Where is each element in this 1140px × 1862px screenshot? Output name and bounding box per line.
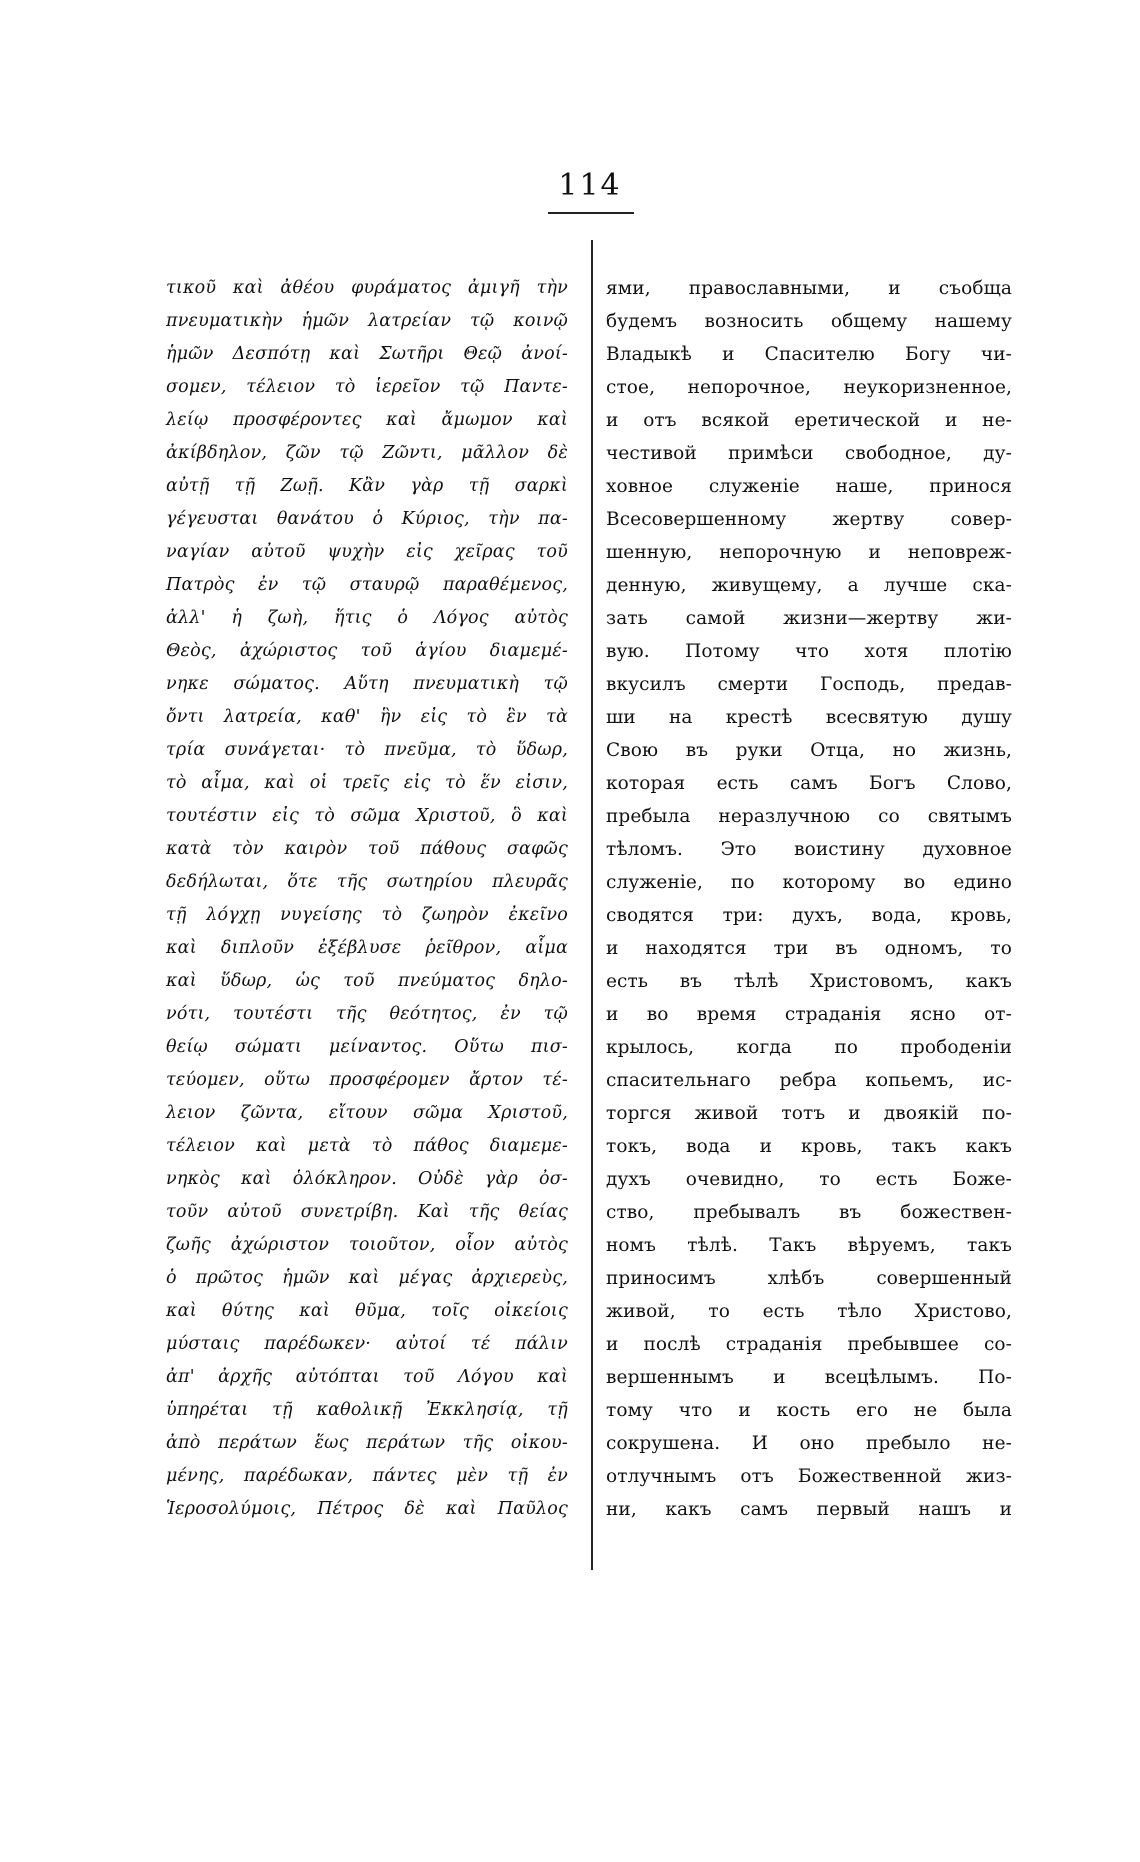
greek-text-line: πνευματικὴν ἡμῶν λατρείαν τῷ κοινῷ bbox=[166, 311, 568, 331]
russian-text-line: крылось, когда по прободеніи bbox=[606, 1037, 1012, 1058]
greek-text-line: ἡμῶν Δεσπότῃ καὶ Σωτῆρι Θεῷ ἀνοί- bbox=[166, 344, 568, 364]
greek-text-line: θείῳ σώματι μείναντος. Οὕτω πισ- bbox=[166, 1037, 568, 1057]
russian-text-line: токъ, вода и кровь, такъ какъ bbox=[606, 1136, 1012, 1157]
column-divider bbox=[591, 240, 593, 1570]
greek-text-line: γέγευσται θανάτου ὁ Κύριος, τὴν πα- bbox=[166, 509, 568, 529]
greek-text-line: τὸ αἷμα, καὶ οἱ τρεῖς εἰς τὸ ἕν εἰσιν, bbox=[166, 773, 568, 793]
russian-text-line: Владыкѣ и Спасителю Богу чи- bbox=[606, 344, 1012, 365]
russian-text-line: есть въ тѣлѣ Христовомъ, какъ bbox=[606, 971, 1012, 992]
russian-text-line: тѣломъ. Это воистину духовное bbox=[606, 839, 1012, 860]
greek-text-line: Πατρὸς ἐν τῷ σταυρῷ παραθέμενος, bbox=[166, 575, 568, 595]
greek-text-line: νηκε σώματος. Αὕτη πνευματικὴ τῷ bbox=[166, 674, 568, 694]
russian-text-line: шенную, непорочную и неповреж- bbox=[606, 542, 1012, 563]
greek-text-line: ναγίαν αὐτοῦ ψυχὴν εἰς χεῖρας τοῦ bbox=[166, 542, 568, 562]
russian-text-line: служеніе, по которому во едино bbox=[606, 872, 1012, 893]
greek-text-line: καὶ διπλοῦν ἐξέβλυσε ῥεῖθρον, αἷμα bbox=[166, 938, 568, 958]
greek-text-line: μύσταις παρέδωκεν· αὐτοί τέ πάλιν bbox=[166, 1334, 568, 1354]
greek-text-line: νηκὸς καὶ ὁλόκληρον. Οὐδὲ γὰρ ὀσ- bbox=[166, 1169, 568, 1189]
greek-text-line: ἀπ' ἀρχῆς αὐτόπται τοῦ Λόγου καὶ bbox=[166, 1367, 568, 1387]
russian-text-line: спасительнаго ребра копьемъ, ис- bbox=[606, 1070, 1012, 1091]
greek-text-line: σομεν, τέλειον τὸ ἱερεῖον τῷ Παντε- bbox=[166, 377, 568, 397]
russian-text-line: сводятся три: духъ, вода, кровь, bbox=[606, 905, 1012, 926]
greek-text-line: τέλειον καὶ μετὰ τὸ πάθος διαμεμε- bbox=[166, 1136, 568, 1156]
greek-text-line: κατὰ τὸν καιρὸν τοῦ πάθους σαφῶς bbox=[166, 839, 568, 859]
greek-text-line: αὐτῇ τῇ Ζωῇ. Κἂν γὰρ τῇ σαρκὶ bbox=[166, 476, 568, 496]
russian-text-line: честивой примѣси свободное, ду- bbox=[606, 443, 1012, 464]
russian-text-line: денную, живущему, а лучше ска- bbox=[606, 575, 1012, 596]
greek-text-line: ὁ πρῶτος ἡμῶν καὶ μέγας ἀρχιερεὺς, bbox=[166, 1268, 568, 1288]
greek-text-line: τεύομεν, οὕτω προσφέρομεν ἄρτον τέ- bbox=[166, 1070, 568, 1090]
russian-text-line: и во время страданія ясно от- bbox=[606, 1004, 1012, 1025]
greek-text-line: ἀκίβδηλον, ζῶν τῷ Ζῶντι, μᾶλλον δὲ bbox=[166, 443, 568, 463]
greek-text-line: τικοῦ καὶ ἀθέου φυράματος ἀμιγῆ τὴν bbox=[166, 278, 568, 298]
greek-text-line: λειον ζῶντα, εἴτουν σῶμα Χριστοῦ, bbox=[166, 1103, 568, 1123]
greek-text-line: μένης, παρέδωκαν, πάντες μὲν τῇ ἐν bbox=[166, 1466, 568, 1486]
russian-text-line: и отъ всякой еретической и не- bbox=[606, 410, 1012, 431]
greek-text-line: ὑπηρέται τῇ καθολικῇ Ἐκκλησίᾳ, τῇ bbox=[166, 1400, 568, 1420]
russian-text-line: стое, непорочное, неукоризненное, bbox=[606, 377, 1012, 398]
russian-text-line: ями, православными, и съобща bbox=[606, 278, 1012, 299]
russian-text-line: зать самой жизни—жертву жи- bbox=[606, 608, 1012, 629]
greek-text-line: ἀλλ' ἡ ζωὴ, ἥτις ὁ Λόγος αὐτὸς bbox=[166, 608, 568, 628]
russian-text-line: живой, то есть тѣло Христово, bbox=[606, 1301, 1012, 1322]
russian-text-line: вую. Потому что хотя плотію bbox=[606, 641, 1012, 662]
russian-text-line: отлучнымъ отъ Божественной жиз- bbox=[606, 1466, 1012, 1487]
russian-text-line: ховное служеніе наше, принося bbox=[606, 476, 1012, 497]
greek-text-line: δεδήλωται, ὅτε τῆς σωτηρίου πλευρᾶς bbox=[166, 872, 568, 892]
greek-text-line: καὶ ὕδωρ, ὡς τοῦ πνεύματος δηλο- bbox=[166, 971, 568, 991]
greek-text-line: ζωῆς ἀχώριστον τοιοῦτον, οἷον αὐτὸς bbox=[166, 1235, 568, 1255]
russian-text-line: приносимъ хлѣбъ совершенный bbox=[606, 1268, 1012, 1289]
page-number: 114 bbox=[558, 168, 622, 203]
russian-text-line: Свою въ руки Отца, но жизнь, bbox=[606, 740, 1012, 761]
russian-text-line: ство, пребывалъ въ божествен- bbox=[606, 1202, 1012, 1223]
russian-text-line: тому что и кость его не была bbox=[606, 1400, 1012, 1421]
russian-text-line: сокрушена. И оно пребыло не- bbox=[606, 1433, 1012, 1454]
russian-text-line: вершеннымъ и всецѣлымъ. По- bbox=[606, 1367, 1012, 1388]
greek-text-line: Ἱεροσολύμοις, Πέτρος δὲ καὶ Παῦλος bbox=[166, 1499, 568, 1519]
russian-column bbox=[606, 272, 1012, 1526]
russian-text-line: вкусилъ смерти Господь, предав- bbox=[606, 674, 1012, 695]
russian-text-line: духъ очевидно, то есть Боже- bbox=[606, 1169, 1012, 1190]
greek-column bbox=[166, 272, 568, 1526]
greek-text-line: τοῦν αὐτοῦ συνετρίβη. Καὶ τῆς θείας bbox=[166, 1202, 568, 1222]
greek-text-line: λείῳ προσφέροντες καὶ ἄμωμον καὶ bbox=[166, 410, 568, 430]
greek-text-line: νότι, τουτέστι τῆς θεότητος, ἐν τῷ bbox=[166, 1004, 568, 1024]
russian-text-line: будемъ возносить общему нашему bbox=[606, 311, 1012, 332]
russian-text-line: Всесовершенному жертву совер- bbox=[606, 509, 1012, 530]
greek-text-line: τρία συνάγεται· τὸ πνεῦμα, τὸ ὕδωρ, bbox=[166, 740, 568, 760]
greek-text-line: τουτέστιν εἰς τὸ σῶμα Χριστοῦ, ὃ καὶ bbox=[166, 806, 568, 826]
russian-text-line: и находятся три въ одномъ, то bbox=[606, 938, 1012, 959]
russian-text-line: пребыла неразлучною со святымъ bbox=[606, 806, 1012, 827]
russian-text-line: торгся живой тотъ и двоякій по- bbox=[606, 1103, 1012, 1124]
greek-text-line: Θεὸς, ἀχώριστος τοῦ ἁγίου διαμεμέ- bbox=[166, 641, 568, 661]
russian-text-line: номъ тѣлѣ. Такъ вѣруемъ, такъ bbox=[606, 1235, 1012, 1256]
greek-text-line: καὶ θύτης καὶ θῦμα, τοῖς οἰκείοις bbox=[166, 1301, 568, 1321]
russian-text-line: которая есть самъ Богъ Слово, bbox=[606, 773, 1012, 794]
russian-text-line: ши на крестѣ всесвятую душу bbox=[606, 707, 1012, 728]
russian-text-line: и послѣ страданія пребывшее со- bbox=[606, 1334, 1012, 1355]
greek-text-line: ὄντι λατρεία, καθ' ἣν εἰς τὸ ἓν τὰ bbox=[166, 707, 568, 727]
greek-text-line: ἀπὸ περάτων ἕως περάτων τῆς οἰκου- bbox=[166, 1433, 568, 1453]
page-number-rule bbox=[548, 212, 634, 214]
russian-text-line: ни, какъ самъ первый нашъ и bbox=[606, 1499, 1012, 1520]
greek-text-line: τῇ λόγχῃ νυγείσης τὸ ζωηρὸν ἐκεῖνο bbox=[166, 905, 568, 925]
